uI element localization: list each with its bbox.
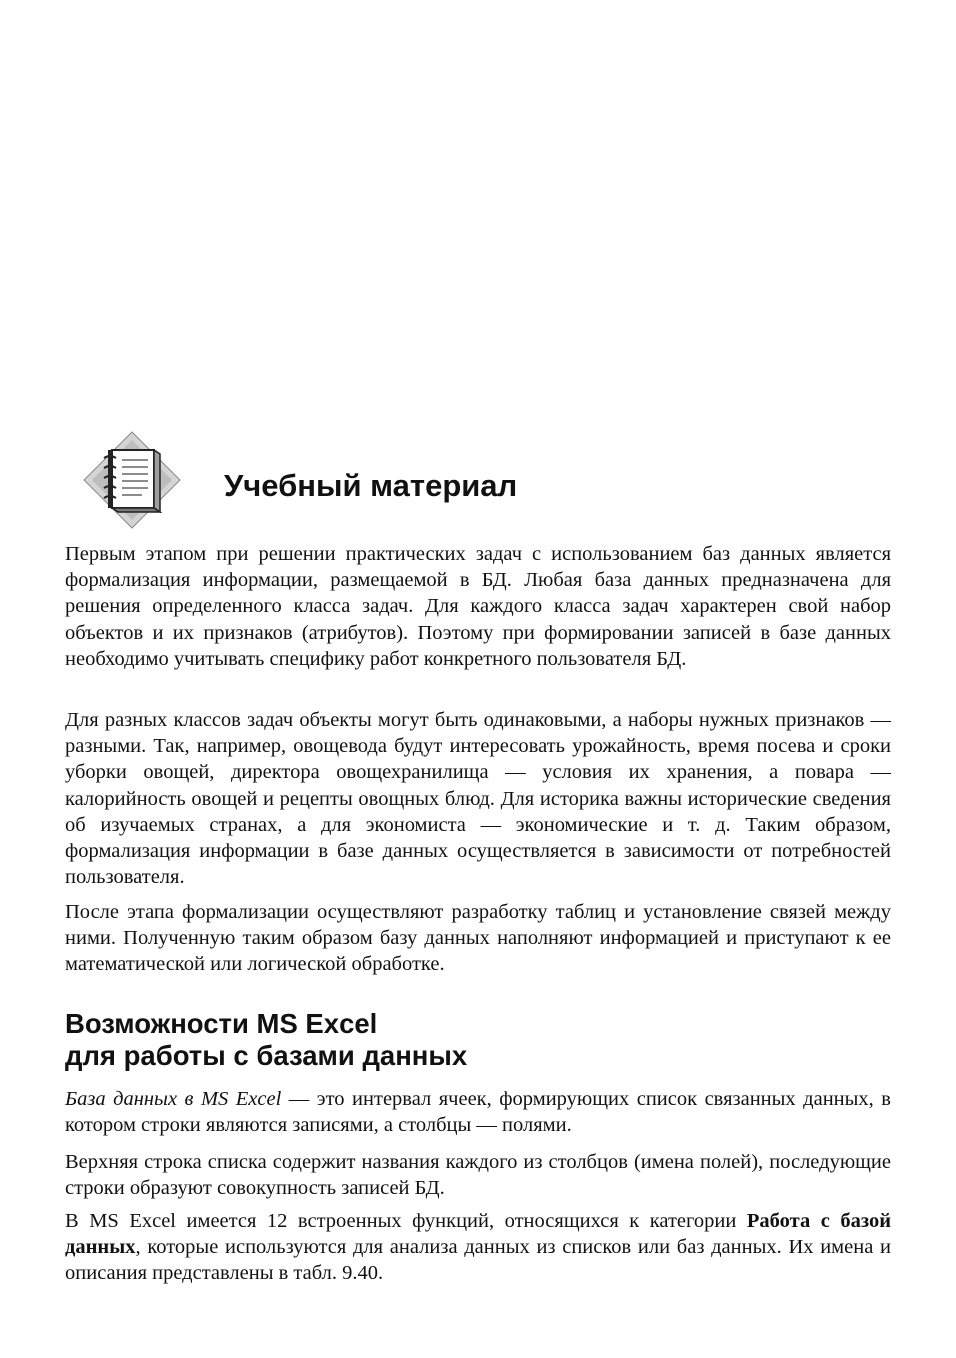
- functions-text-before: В MS Excel имеется 12 встроенных функций, относящихся к категории: [65, 1210, 747, 1232]
- category-name: Работа с базой данных: [65, 1210, 891, 1259]
- functions-text-after: , которые используются для анализа данных из списков или баз данных. Их имена и описания представлены в табл. 9.40.: [65, 1236, 891, 1285]
- intro-paragraph-2: Для разных классов задач объекты могут быть одинаковыми, а наборы нужных признаков — разными. Так, например, овощевода будут интересовать урожайность, время посева и сроки уборки овощей, директора овощехранилища — условия их хранения, а повара — калорийность овощей и рецепты овощных блюд. Для историка важны исторические сведения об изучаемых странах, а для экономиста — экономические и т. д. Таким образом, формализация информации в базе данных осуществляется в зависимости от потребностей пользователя.: [65, 709, 891, 889]
- subsection-heading-line-1: Возможности MS Excel: [65, 1008, 378, 1039]
- definition-text: — это интервал ячеек, формирующих список связанных данных, в котором строки являются записями, а столбцы — полями.: [65, 1088, 891, 1137]
- definition-paragraph: [65, 1086, 891, 1138]
- subsection-heading: [65, 1008, 467, 1072]
- book-icon: [82, 430, 182, 530]
- functions-paragraph: [65, 1208, 891, 1287]
- section-title: Учебный материал: [224, 468, 518, 503]
- intro-paragraph-3: После этапа формализации осуществляют разработку таблиц и установление связей между ними. Полученную таким образом базу данных наполняют информацией и приступают к ее математической или логической обработке.: [65, 901, 891, 976]
- header-row-paragraph: Верхняя строка списка содержит названия каждого из столбцов (имена полей), последующие строки образуют совокупность записей БД.: [65, 1151, 891, 1200]
- definition-term: База данных в MS Excel: [65, 1088, 282, 1110]
- subsection-heading-line-2: для работы с базами данных: [65, 1040, 468, 1071]
- section-header: [82, 430, 882, 530]
- intro-paragraph-1: Первым этапом при решении практических задач с использованием баз данных является формализация информации, размещаемой в БД. Любая база данных предназначена для решения определенного класса задач. Для каждого класса задач характерен свой набор объектов и их признаков (атрибутов). Поэтому при формировании записей в базе данных необходимо учитывать специфику работ конкретного пользователя БД.: [65, 543, 891, 670]
